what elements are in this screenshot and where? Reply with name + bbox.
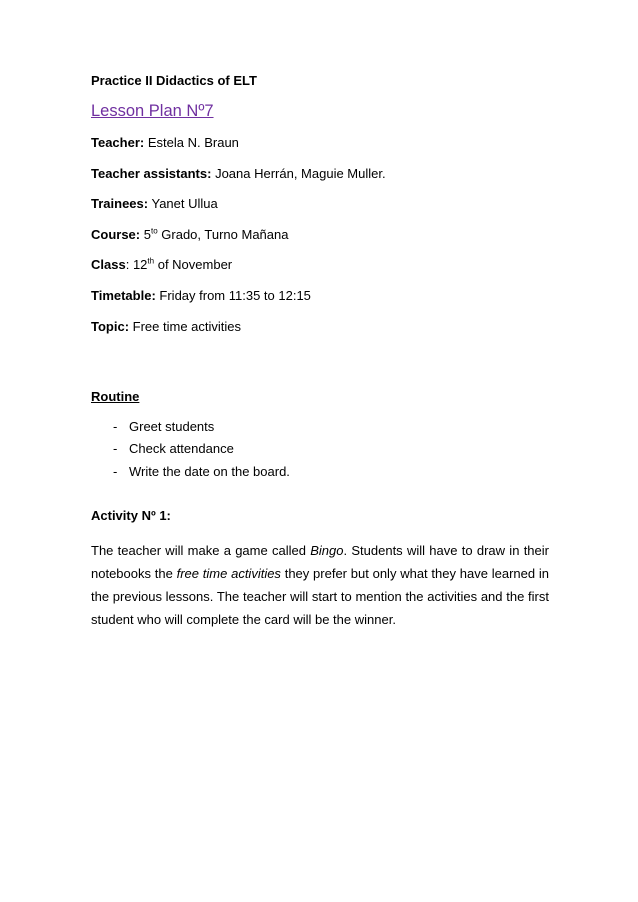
list-item-text: Check attendance [129, 441, 234, 457]
lesson-title: Lesson Plan Nº7 [91, 102, 214, 120]
list-item [91, 440, 549, 458]
timetable-field [91, 287, 549, 305]
teacher-field [91, 134, 549, 152]
list-dash: - [113, 441, 118, 457]
course-suffix: to [150, 226, 158, 236]
list-dash: - [113, 418, 118, 434]
course-label: Course: [91, 226, 141, 242]
timetable-label: Timetable: [91, 287, 156, 303]
assistants-value: Joana Herrán, Maguie Muller. [215, 165, 386, 181]
activity-text-part: . Students will have to draw in their notebooks the [91, 542, 549, 581]
course-value: Grado, Turno Mañana [161, 226, 289, 242]
list-item [91, 418, 549, 436]
class-suffix: th [147, 257, 155, 267]
assistants-field [91, 165, 549, 183]
activity-heading: Activity Nº 1: [91, 507, 171, 523]
trainees-value: Yanet Ullua [151, 196, 218, 212]
course-number: 5 [143, 226, 151, 242]
assistants-label: Teacher assistants: [91, 165, 212, 181]
topic-field [91, 318, 549, 336]
list-item-text: Write the date on the board. [129, 463, 290, 479]
trainees-field [91, 195, 549, 213]
course-field [91, 226, 549, 244]
teacher-value: Estela N. Braun [147, 135, 239, 150]
class-label: Class [91, 257, 126, 273]
list-item [91, 463, 549, 481]
class-field [91, 256, 549, 274]
activity-text-free-time: free time activities [176, 565, 281, 581]
activity-description [91, 539, 549, 632]
list-item-text: Greet students [129, 418, 215, 434]
class-day: 12 [132, 257, 148, 273]
trainees-label: Trainees: [91, 196, 149, 212]
activity-text-part: The teacher will make a game called [91, 542, 311, 558]
activity-text-bingo: Bingo [310, 542, 344, 558]
class-colon: : [125, 257, 130, 273]
document-content [91, 72, 549, 632]
routine-list [91, 418, 549, 481]
activity-text-part: they prefer but only what they have learned in the previous lessons. The teacher will start to mention the activities and the first student who will complete the card will be the winner. [91, 565, 549, 628]
teacher-label: Teacher: [91, 135, 145, 150]
topic-value: Free time activities [132, 318, 242, 334]
topic-label: Topic: [91, 318, 130, 334]
class-value: of November [157, 257, 233, 273]
routine-heading: Routine [91, 388, 140, 404]
timetable-value: Friday from 11:35 to 12:15 [159, 287, 311, 303]
course-title: Practice II Didactics of ELT [91, 73, 257, 88]
list-dash: - [113, 463, 118, 479]
